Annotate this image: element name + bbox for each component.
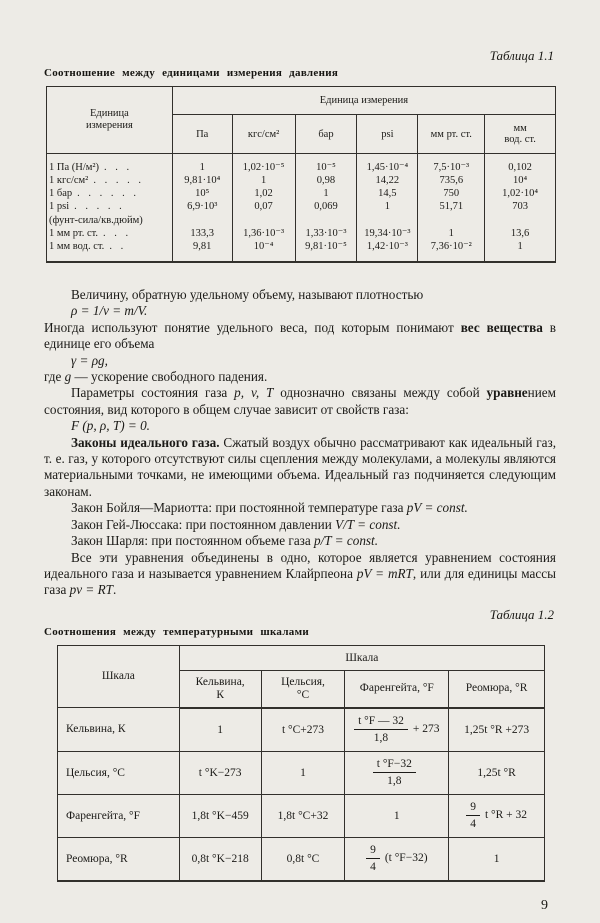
unit-label: 1 мм рт. ст.	[49, 228, 99, 239]
unit-label: 1 мм вод. ст.	[49, 241, 105, 252]
text-run: однозначно связаны между собой	[273, 385, 487, 401]
value-cell	[485, 213, 556, 227]
column-header-kelvin	[179, 670, 261, 708]
math-run: p/T = const.	[314, 533, 379, 549]
value-cell	[345, 708, 449, 752]
table-row	[58, 751, 545, 794]
fraction-denominator: 1,8	[373, 732, 389, 745]
fraction-suffix: + 273	[412, 723, 440, 736]
value-cell: 1,36·10⁻³	[232, 227, 295, 240]
scale-label: Цельсия, °С	[58, 751, 180, 794]
unit-label: 1 бар	[49, 188, 73, 199]
value-cell: 1	[357, 200, 418, 213]
value-cell: 1,25t °R +273	[449, 708, 545, 752]
paragraph-charles-law	[44, 533, 556, 549]
text-run: где	[44, 369, 65, 385]
paragraph-g	[44, 369, 556, 385]
dot-leader: . .	[109, 241, 127, 252]
value-cell: t °C+273	[261, 708, 345, 752]
header-line: мм	[513, 123, 527, 134]
value-cell: 0,102	[508, 162, 532, 173]
table-row	[47, 213, 556, 227]
header-line: К	[216, 688, 224, 701]
scale-label: Кельвина, К	[58, 708, 180, 752]
value-cell	[295, 213, 357, 227]
value-cell: 10⁻⁵	[295, 154, 357, 175]
value-cell: 1,02·10⁻⁵	[232, 154, 295, 175]
column-header-reaumur: Реомюра, °R	[449, 670, 545, 708]
text-run: , или для единицы массы газа	[44, 565, 556, 598]
fraction-suffix: (t °F−32)	[384, 852, 428, 865]
value-cell: t °K−273	[179, 751, 261, 794]
text-run: Закон Шарля: при постоянном объеме газа	[71, 533, 315, 549]
text-run-bold: уравне	[486, 385, 528, 401]
fraction-numerator: t °F — 32	[354, 714, 408, 730]
table-row	[58, 794, 545, 837]
column-header-pa: Па	[172, 115, 232, 154]
table1-label: Таблица 1.1	[489, 48, 554, 63]
math-run: p, v, T	[234, 385, 274, 401]
paragraph-gay-lussac-law	[44, 517, 556, 533]
unit-label: 1 Па (Н/м²)	[49, 162, 100, 173]
paragraph-boyle-law	[44, 500, 556, 516]
table-row	[47, 240, 556, 262]
dot-leader: . . . . .	[93, 175, 144, 186]
fraction-suffix: t °R + 32	[484, 809, 528, 822]
text-run: Сжатый воздух обычно рассматривают как идеальный газ, т. е. газ, у которого отсутствуют силы сцепления между молекулами, а молекулы являются материальными точками, не имеющими объема. Идеальный газ подчиняется следующим законам.	[44, 434, 557, 499]
dot-leader: . . . . . .	[77, 188, 140, 199]
value-cell: 0,8t °C	[261, 837, 345, 881]
text-run: в единице его объема	[44, 319, 556, 352]
value-cell: 0,98	[295, 174, 357, 187]
table-row	[47, 227, 556, 240]
value-cell: 9,81·10⁴	[172, 174, 232, 187]
value-cell: 1	[295, 187, 357, 200]
text-run: Закон Бойля—Мариотта: при постоянной температуре газа	[71, 500, 407, 516]
value-cell: 10⁴	[513, 175, 528, 186]
value-cell: 10⁻⁴	[232, 240, 295, 262]
value-cell: 1,02·10⁴	[502, 188, 539, 199]
value-cell: 9,81	[172, 240, 232, 262]
pressure-units-table	[46, 86, 556, 263]
value-cell: 13,6	[510, 228, 530, 239]
value-cell: 1	[517, 241, 523, 252]
value-cell	[345, 837, 449, 881]
unit-label: 1 кгс/см²	[49, 175, 89, 186]
header-line: вод. ст.	[504, 134, 536, 145]
body-text	[44, 287, 556, 599]
value-cell: 1,45·10⁻⁴	[357, 154, 418, 175]
text-run: .	[112, 582, 117, 598]
fraction-numerator: 9	[366, 843, 380, 859]
value-cell: 735,6	[418, 174, 485, 187]
value-cell	[172, 213, 232, 227]
value-cell: 1	[418, 227, 485, 240]
table1-caption: Соотношение между единицами измерения давления	[44, 67, 339, 79]
fraction	[373, 757, 416, 788]
text-run: нием состояния, вид которого в общем случае зависит от свойств газа:	[44, 385, 556, 417]
fraction	[466, 800, 480, 831]
value-cell: 7,36·10⁻²	[418, 240, 485, 262]
column-header-celsius	[261, 670, 345, 708]
unit-label: (фунт-сила/кв.дюйм)	[49, 214, 143, 226]
dot-leader: . . . . .	[74, 201, 125, 212]
corner-header	[47, 87, 173, 154]
value-cell: 1,25t °R	[449, 751, 545, 794]
value-cell	[357, 213, 418, 227]
value-cell: 1	[449, 837, 545, 881]
group-header: Шкала	[179, 645, 544, 670]
page-number: 9	[541, 897, 548, 913]
text-run: Закон Гей-Люссака: при постоянном давлении	[71, 516, 336, 532]
value-cell: 0,8t °K−218	[179, 837, 261, 881]
math-run: pv = RT	[69, 582, 113, 598]
text-run-bold: вес вещества	[460, 319, 543, 335]
value-cell: 7,5·10⁻³	[418, 154, 485, 175]
text-run: Все эти уравнения объединены в одно, которое является уравнением состояния идеального газа и называется уравнением Клайрпеона	[44, 549, 556, 581]
value-cell: 1,02	[232, 187, 295, 200]
value-cell: 750	[418, 187, 485, 200]
fraction-numerator: 9	[466, 800, 480, 816]
fraction	[366, 843, 380, 874]
value-cell: 51,71	[418, 200, 485, 213]
value-cell: 133,3	[172, 227, 232, 240]
column-header-bar: бар	[295, 115, 357, 154]
table-row	[47, 187, 556, 200]
value-cell	[418, 213, 485, 227]
value-cell	[345, 751, 449, 794]
value-cell: 0,07	[232, 200, 295, 213]
text-run-bold: Законы идеального газа.	[71, 434, 220, 450]
math-run: pV = mRT	[356, 565, 413, 581]
fraction	[354, 714, 408, 745]
header-line: Цельсия,	[281, 675, 325, 688]
group-header: Единица измерения	[172, 87, 555, 115]
math-run: V/T = const.	[335, 516, 401, 532]
value-cell: 14,22	[357, 174, 418, 187]
text-run: Параметры состояния газа	[71, 385, 235, 401]
text-run: Иногда используют понятие удельного веса, под которым понимают	[44, 319, 461, 335]
paragraph-density: Величину, обратную удельному объему, называют плотностью	[71, 287, 424, 302]
math-run: pV = const.	[406, 500, 468, 516]
formula-density: ρ = 1/v = m/V.	[71, 303, 148, 319]
fraction-denominator: 1,8	[387, 775, 402, 788]
table-row	[47, 174, 556, 187]
dot-leader: . . .	[104, 162, 133, 173]
value-cell: 1	[172, 154, 232, 175]
table2-label: Таблица 1.2	[489, 606, 554, 622]
value-cell	[232, 213, 295, 227]
value-cell: 1,8t °K−459	[179, 794, 261, 837]
formula-state: F (p, ρ, T) = 0.	[71, 418, 150, 434]
corner-header: Шкала	[58, 645, 180, 708]
value-cell: 0,069	[295, 200, 357, 213]
value-cell: 9,81·10⁻⁵	[295, 240, 357, 262]
value-cell: 703	[512, 201, 528, 212]
value-cell: 10⁵	[172, 187, 232, 200]
header-line: °С	[296, 688, 310, 701]
math-run: g	[64, 369, 72, 385]
fraction-denominator: 4	[370, 861, 376, 874]
scale-label: Фаренгейта, °F	[58, 794, 180, 837]
column-header-fahrenheit: Фаренгейта, °F	[345, 670, 449, 708]
value-cell: 1,42·10⁻³	[357, 240, 418, 262]
value-cell: 1,33·10⁻³	[295, 227, 357, 240]
table-row	[47, 154, 556, 175]
table-row	[58, 708, 545, 752]
paragraph-clapeyron	[44, 550, 556, 599]
column-header-kgs: кгс/см²	[232, 115, 295, 154]
table-row	[58, 837, 545, 881]
value-cell: 6,9·10³	[172, 200, 232, 213]
paragraph-specific-weight	[44, 320, 556, 353]
value-cell: 1	[179, 708, 261, 752]
value-cell: 1	[345, 794, 449, 837]
value-cell: 1,8t °C+32	[261, 794, 345, 837]
paragraph-state-params	[44, 385, 556, 418]
header-line: Кельвина,	[195, 675, 245, 688]
value-cell	[449, 794, 545, 837]
value-cell: 19,34·10⁻³	[357, 227, 418, 240]
table-row	[47, 200, 556, 213]
corner-header-text: Единица измерения	[85, 108, 133, 131]
text-run: — ускорение свободного падения.	[71, 369, 268, 385]
column-header-mmh2o	[485, 115, 556, 154]
formula-gamma: γ = ρg,	[71, 352, 108, 368]
value-cell: 1	[232, 174, 295, 187]
paragraph-ideal-gas	[44, 435, 556, 501]
unit-label: 1 psi	[49, 201, 70, 212]
fraction-denominator: 4	[470, 818, 476, 831]
fraction-numerator: t °F−32	[373, 757, 416, 773]
column-header-psi: psi	[357, 115, 418, 154]
column-header-mmhg: мм рт. ст.	[418, 115, 485, 154]
dot-leader: . . .	[103, 228, 132, 239]
value-cell: 1	[261, 751, 345, 794]
table2-caption: Соотношения между температурными шкалами	[44, 625, 310, 638]
scale-label: Реомюра, °R	[58, 837, 180, 881]
value-cell: 14,5	[357, 187, 418, 200]
temperature-scales-table	[57, 645, 545, 882]
